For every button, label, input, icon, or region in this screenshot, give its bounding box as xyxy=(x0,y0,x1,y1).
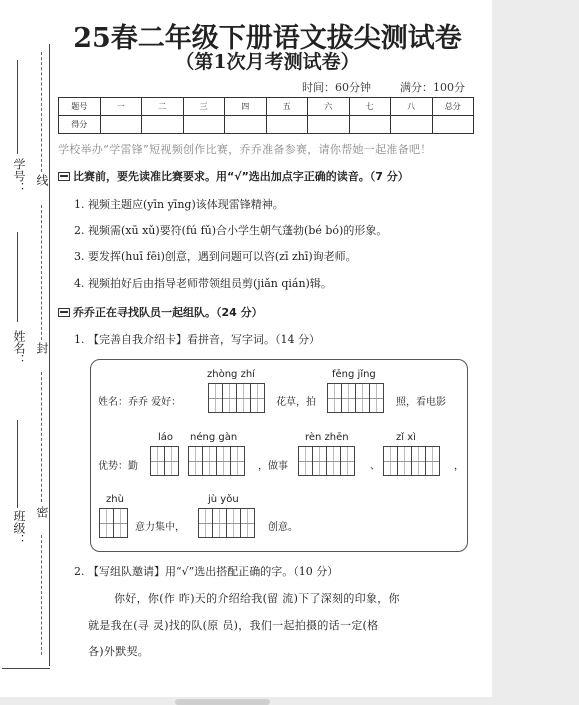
card-row1-prefix: 姓名：乔乔 爱好： xyxy=(98,397,182,408)
grid-cell[interactable] xyxy=(150,446,165,476)
score-header-cell: 八 xyxy=(391,98,433,116)
score-table-score-row xyxy=(59,116,474,134)
grid-cell[interactable] xyxy=(212,508,227,538)
grid-cell[interactable] xyxy=(240,508,255,538)
grid-cell[interactable] xyxy=(397,446,412,476)
score-header-cell: 总分 xyxy=(432,98,474,116)
grid-cell[interactable] xyxy=(411,446,426,476)
pinyin-zhongzhi: zhòng zhí xyxy=(207,369,255,380)
grid-cell[interactable] xyxy=(326,446,341,476)
dashed-line xyxy=(41,52,42,172)
section1-item[interactable]: 4. 视频拍好后由指导老师带领组员剪(jiǎn qián)辑。 xyxy=(74,277,332,290)
class-label: 班级： xyxy=(12,510,26,546)
grid-cell[interactable] xyxy=(202,446,217,476)
pinyin-zixi: zǐ xì xyxy=(396,432,416,443)
grid-cell[interactable] xyxy=(312,446,327,476)
seal-char: 封 xyxy=(35,342,49,354)
card-row2-sep: 、 xyxy=(370,461,380,472)
section1-item[interactable]: 2. 视频需(xū xǔ)要符(fú fǔ)合小学生朝气蓬勃(bé bó)的形象。 xyxy=(74,224,388,237)
score-header-cell: 一 xyxy=(100,98,142,116)
score-row-label: 得分 xyxy=(59,116,101,134)
question-1: 1. 【完善自我介绍卡】看拼音，写字词。（14 分） xyxy=(74,333,320,346)
grid-cell[interactable] xyxy=(188,446,203,476)
grid-cell[interactable] xyxy=(341,383,356,413)
grid-cell[interactable] xyxy=(99,508,114,538)
grid-cell[interactable] xyxy=(236,383,251,413)
section1-heading xyxy=(58,168,409,184)
card-row3-end: 创意。 xyxy=(268,522,298,533)
score-cell[interactable] xyxy=(432,116,474,134)
section-badge-icon xyxy=(58,172,70,181)
line-char: 线 xyxy=(35,174,49,186)
name-label: 姓名： xyxy=(12,330,26,366)
pinyin-renzhen: rèn zhēn xyxy=(305,432,349,443)
grid-cell[interactable] xyxy=(216,446,231,476)
score-cell[interactable] xyxy=(391,116,433,134)
card-row2-mid: ，做事 xyxy=(258,461,288,472)
grid-cell[interactable] xyxy=(298,446,313,476)
score-cell[interactable] xyxy=(183,116,225,134)
write-grid[interactable] xyxy=(188,446,244,476)
score-table-header-row xyxy=(59,98,474,116)
score-header-cell: 七 xyxy=(349,98,391,116)
section2-heading xyxy=(58,304,263,320)
pinyin-fengjing: fēng jǐng xyxy=(332,369,376,380)
score-cell[interactable] xyxy=(308,116,350,134)
card-row1-mid: 花草，拍 xyxy=(276,397,316,408)
pinyin-nenggan: néng gàn xyxy=(190,432,238,443)
write-grid[interactable] xyxy=(298,446,354,476)
grid-cell[interactable] xyxy=(250,383,265,413)
card-row2-end: ， xyxy=(454,461,464,472)
invite-paragraph-line[interactable]: 你好，你(作 昨)天的介绍给我(留 流)下了深刻的印象，你 xyxy=(114,592,400,605)
grid-cell[interactable] xyxy=(198,508,213,538)
score-cell[interactable] xyxy=(266,116,308,134)
pinyin-zhu: zhù xyxy=(106,494,124,505)
full-score-label: 满分：100分 xyxy=(400,81,465,94)
viewer-background xyxy=(492,0,579,705)
grid-cell[interactable] xyxy=(369,383,384,413)
grid-cell[interactable] xyxy=(113,508,128,538)
student-id-blank[interactable] xyxy=(17,60,18,154)
binding-bottom-line xyxy=(2,668,50,669)
grid-cell[interactable] xyxy=(425,446,440,476)
write-grid[interactable] xyxy=(208,383,264,413)
card-row2-prefix: 优势：勤 xyxy=(98,461,138,472)
grid-cell[interactable] xyxy=(164,446,179,476)
horizontal-scrollbar[interactable] xyxy=(175,699,270,705)
class-blank[interactable] xyxy=(17,420,18,508)
score-header-cell: 题号 xyxy=(59,98,101,116)
section1-item[interactable]: 3. 要发挥(huī fēi)创意，遇到问题可以咨(zī zhī)询老师。 xyxy=(74,250,357,263)
card-row1-end: 照，看电影 xyxy=(396,397,446,408)
score-cell[interactable] xyxy=(142,116,184,134)
score-header-cell: 三 xyxy=(183,98,225,116)
student-id-label: 学号： xyxy=(12,158,26,194)
binding-margin xyxy=(0,0,52,697)
dashed-line xyxy=(41,535,42,655)
invite-paragraph-line[interactable]: 就是我在(寻 灵)找的队(原 员)，我们一起拍摄的话一定(格 xyxy=(88,619,379,632)
pinyin-juyou: jù yǒu xyxy=(208,494,239,505)
question-2: 2. 【写组队邀请】用“√”选出搭配正确的字。（10 分） xyxy=(74,565,339,578)
dashed-line xyxy=(41,372,42,502)
card-row3-mid: 意力集中， xyxy=(135,522,185,533)
score-header-cell: 二 xyxy=(142,98,184,116)
grid-cell[interactable] xyxy=(226,508,241,538)
grid-cell[interactable] xyxy=(222,383,237,413)
grid-cell[interactable] xyxy=(327,383,342,413)
score-cell[interactable] xyxy=(225,116,267,134)
section1-item[interactable]: 1. 视频主题应(yīn yīng)该体现雷锋精神。 xyxy=(74,198,284,211)
section2-heading-text: 乔乔正在寻找队员一起组队。（24 分） xyxy=(73,306,263,319)
grid-cell[interactable] xyxy=(340,446,355,476)
grid-cell[interactable] xyxy=(230,446,245,476)
grid-cell[interactable] xyxy=(383,446,398,476)
score-header-cell: 四 xyxy=(225,98,267,116)
pinyin-lao: láo xyxy=(158,432,174,443)
exam-title: 25春二年级下册语文拔尖测试卷 xyxy=(73,23,462,54)
section-badge-icon xyxy=(58,308,70,317)
invite-paragraph-line[interactable]: 各)外默契。 xyxy=(88,645,150,658)
grid-cell[interactable] xyxy=(208,383,223,413)
score-cell[interactable] xyxy=(100,116,142,134)
write-grid[interactable] xyxy=(327,383,383,413)
write-grid[interactable] xyxy=(150,446,178,476)
grid-cell[interactable] xyxy=(355,383,370,413)
section1-heading-text: 比赛前，要先读准比赛要求。用“√”选出加点字正确的读音。（7 分） xyxy=(73,170,409,183)
dashed-line xyxy=(41,205,42,340)
write-grid[interactable] xyxy=(198,508,254,538)
name-blank[interactable] xyxy=(17,232,18,322)
write-grid[interactable] xyxy=(99,508,127,538)
intro-text: 学校举办“学雷锋”短视频创作比赛，乔乔准备参赛，请你帮她一起准备吧！ xyxy=(58,143,432,156)
score-table xyxy=(58,97,474,134)
secret-char: 密 xyxy=(35,506,49,518)
exam-subtitle: （第1次月考测试卷） xyxy=(175,51,360,73)
write-grid[interactable] xyxy=(383,446,439,476)
score-header-cell: 五 xyxy=(266,98,308,116)
score-header-cell: 六 xyxy=(308,98,350,116)
score-cell[interactable] xyxy=(349,116,391,134)
time-label: 时间：60分钟 xyxy=(302,81,371,94)
binding-solid-line xyxy=(49,44,50,666)
